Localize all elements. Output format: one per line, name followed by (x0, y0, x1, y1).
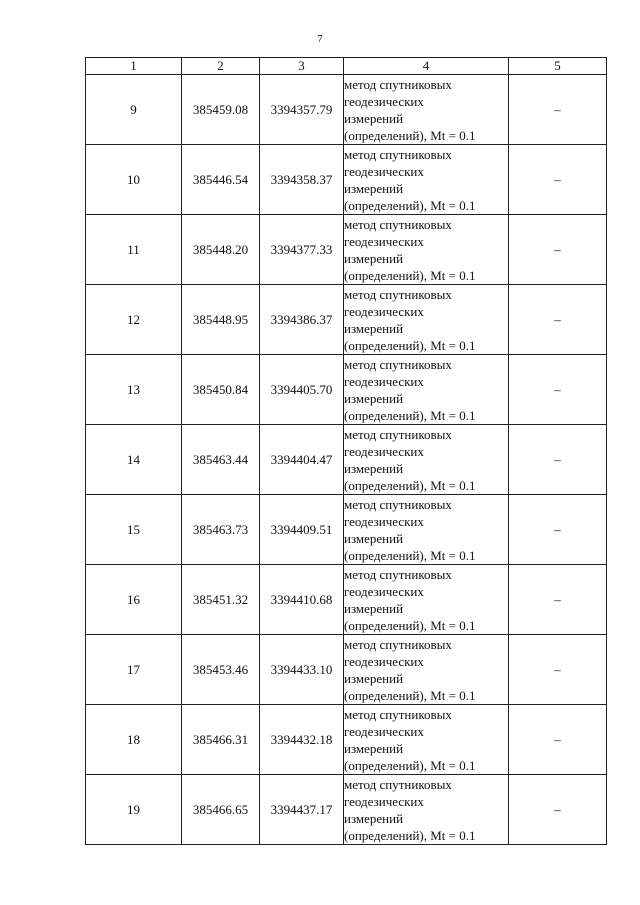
y-coordinate-cell: 3394358.37 (260, 145, 344, 215)
method-line: метод спутниковых (344, 776, 452, 792)
column-header-4: 4 (344, 58, 509, 75)
table-row (86, 215, 607, 285)
table-row (86, 565, 607, 635)
method-line: измерений (344, 670, 404, 686)
method-line: измерений (344, 390, 404, 406)
y-coordinate-cell: 3394433.10 (260, 635, 344, 705)
table-row (86, 635, 607, 705)
note-cell: – (509, 775, 607, 845)
method-line: (определений), Mt = 0.1 (344, 127, 476, 143)
method-line: геодезических (344, 723, 424, 739)
table-row (86, 75, 607, 145)
point-number-cell: 9 (86, 75, 182, 145)
method-line: измерений (344, 530, 404, 546)
method-cell (344, 705, 509, 775)
y-coordinate-cell: 3394437.17 (260, 775, 344, 845)
method-line: измерений (344, 320, 404, 336)
y-coordinate-cell: 3394377.33 (260, 215, 344, 285)
method-line: геодезических (344, 303, 424, 319)
column-header-5: 5 (509, 58, 607, 75)
method-line: метод спутниковых (344, 286, 452, 302)
column-header-2: 2 (182, 58, 260, 75)
method-cell (344, 495, 509, 565)
table-row (86, 705, 607, 775)
method-cell (344, 775, 509, 845)
x-coordinate-cell: 385451.32 (182, 565, 260, 635)
method-line: измерений (344, 250, 404, 266)
point-number-cell: 10 (86, 145, 182, 215)
method-line: метод спутниковых (344, 566, 452, 582)
y-coordinate-cell: 3394357.79 (260, 75, 344, 145)
x-coordinate-cell: 385466.31 (182, 705, 260, 775)
method-line: (определений), Mt = 0.1 (344, 477, 476, 493)
y-coordinate-cell: 3394404.47 (260, 425, 344, 495)
note-cell: – (509, 425, 607, 495)
method-line: метод спутниковых (344, 146, 452, 162)
point-number-cell: 16 (86, 565, 182, 635)
y-coordinate-cell: 3394386.37 (260, 285, 344, 355)
y-coordinate-cell: 3394410.68 (260, 565, 344, 635)
note-cell: – (509, 215, 607, 285)
table-body (86, 75, 607, 845)
method-line: метод спутниковых (344, 216, 452, 232)
point-number-cell: 15 (86, 495, 182, 565)
point-number-cell: 18 (86, 705, 182, 775)
method-line: геодезических (344, 513, 424, 529)
x-coordinate-cell: 385463.44 (182, 425, 260, 495)
method-line: (определений), Mt = 0.1 (344, 337, 476, 353)
method-line: (определений), Mt = 0.1 (344, 407, 476, 423)
x-coordinate-cell: 385448.20 (182, 215, 260, 285)
y-coordinate-cell: 3394405.70 (260, 355, 344, 425)
point-number-cell: 12 (86, 285, 182, 355)
method-line: (определений), Mt = 0.1 (344, 827, 476, 843)
page-number: 7 (317, 33, 323, 45)
y-coordinate-cell: 3394432.18 (260, 705, 344, 775)
x-coordinate-cell: 385459.08 (182, 75, 260, 145)
table-header-row (86, 58, 607, 75)
column-header-1: 1 (86, 58, 182, 75)
point-number-cell: 11 (86, 215, 182, 285)
y-coordinate-cell: 3394409.51 (260, 495, 344, 565)
method-line: (определений), Mt = 0.1 (344, 267, 476, 283)
point-number-cell: 14 (86, 425, 182, 495)
coordinates-table (85, 57, 607, 845)
x-coordinate-cell: 385453.46 (182, 635, 260, 705)
x-coordinate-cell: 385446.54 (182, 145, 260, 215)
method-line: измерений (344, 600, 404, 616)
table-row (86, 355, 607, 425)
method-line: метод спутниковых (344, 356, 452, 372)
method-cell (344, 75, 509, 145)
note-cell: – (509, 75, 607, 145)
x-coordinate-cell: 385448.95 (182, 285, 260, 355)
method-line: (определений), Mt = 0.1 (344, 687, 476, 703)
method-line: метод спутниковых (344, 636, 452, 652)
note-cell: – (509, 285, 607, 355)
note-cell: – (509, 635, 607, 705)
point-number-cell: 13 (86, 355, 182, 425)
method-line: геодезических (344, 793, 424, 809)
x-coordinate-cell: 385450.84 (182, 355, 260, 425)
method-line: геодезических (344, 93, 424, 109)
method-line: метод спутниковых (344, 496, 452, 512)
method-line: геодезических (344, 653, 424, 669)
method-cell (344, 285, 509, 355)
method-line: метод спутниковых (344, 76, 452, 92)
method-line: измерений (344, 810, 404, 826)
point-number-cell: 17 (86, 635, 182, 705)
note-cell: – (509, 565, 607, 635)
method-line: (определений), Mt = 0.1 (344, 197, 476, 213)
method-line: (определений), Mt = 0.1 (344, 547, 476, 563)
method-line: геодезических (344, 373, 424, 389)
method-line: геодезических (344, 163, 424, 179)
method-line: измерений (344, 740, 404, 756)
method-line: (определений), Mt = 0.1 (344, 757, 476, 773)
table-row (86, 775, 607, 845)
note-cell: – (509, 705, 607, 775)
note-cell: – (509, 495, 607, 565)
table-row (86, 425, 607, 495)
method-line: геодезических (344, 583, 424, 599)
table-row (86, 145, 607, 215)
method-cell (344, 635, 509, 705)
method-line: метод спутниковых (344, 426, 452, 442)
x-coordinate-cell: 385463.73 (182, 495, 260, 565)
method-cell (344, 145, 509, 215)
method-line: (определений), Mt = 0.1 (344, 617, 476, 633)
method-line: измерений (344, 110, 404, 126)
method-cell (344, 355, 509, 425)
column-header-3: 3 (260, 58, 344, 75)
method-line: геодезических (344, 233, 424, 249)
method-line: измерений (344, 180, 404, 196)
method-line: геодезических (344, 443, 424, 459)
method-line: измерений (344, 460, 404, 476)
method-cell (344, 425, 509, 495)
method-cell (344, 565, 509, 635)
method-line: метод спутниковых (344, 706, 452, 722)
note-cell: – (509, 355, 607, 425)
point-number-cell: 19 (86, 775, 182, 845)
table-row (86, 495, 607, 565)
note-cell: – (509, 145, 607, 215)
table-row (86, 285, 607, 355)
method-cell (344, 215, 509, 285)
x-coordinate-cell: 385466.65 (182, 775, 260, 845)
